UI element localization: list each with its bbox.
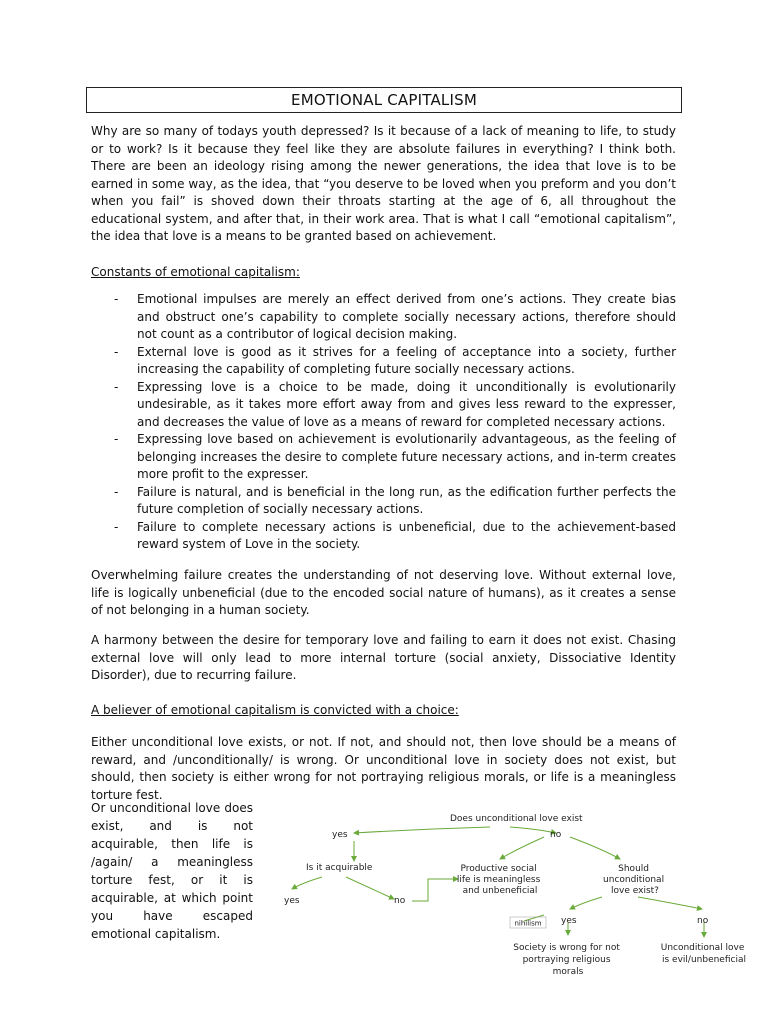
list-item: - Expressing love is a choice to be made, doing it unconditionally is evolutionarily undesirable, as it takes more effort away from and gives less reward to the expresser, and decreases the value of love as a means of reward for completed necessary actions. [91, 379, 676, 432]
side-paragraph: Or unconditional love does exist, and is not acquirable, then life is /again/ a meaningless torture fest, or it is acquirable, at which point you have escaped emotional capitalism. [91, 801, 253, 941]
page-title: EMOTIONAL CAPITALISM [86, 87, 682, 113]
intro-paragraph: Why are so many of todays youth depressed? Is it because of a lack of meaning to life, to study or to work? Is it because they feel like they are absolute failures in everything? I think both. There are been an ideology rising among the newer generations, the idea that love is to be earned in some way, as the idea, that “you deserve to be loved when you preform and you don’t when you fail” is shoved down their throats starting at the age of 6, all throughout the educational system, and after that, in their work area. That is what I call “emotional capitalism”, the idea that love is a means to be granted based on achievement. [91, 124, 676, 243]
list-item: - Failure is natural, and is beneficial in the long run, as the edification further perfects the future completion of socially necessary actions. [91, 484, 676, 519]
diagram-yes-1: yes [332, 830, 348, 840]
either-paragraph: Either unconditional love exists, or not. If not, and should not, then love should be a means of reward, and /unconditionally/ is wrong. Or unconditional love in society does not exist, but should, then society is either wrong for not portraying religious morals, or life is a meaningless torture fest. [91, 735, 676, 802]
diagram-root: Does unconditional love exist [450, 814, 583, 824]
diagram-no-2: no [394, 896, 406, 906]
constants-heading: Constants of emotional capitalism: [91, 265, 300, 279]
list-item: - Expressing love based on achievement is evolutionarily advantageous, as the feeling of belonging increases the desire to complete future necessary actions, and in-term creates more profit to the expresser. [91, 431, 676, 484]
diagram-nihilism: nihilism [514, 919, 542, 928]
failure-paragraph: Overwhelming failure creates the understanding of not deserving love. Without external love, life is logically unbeneficial (due to the encoded social nature of humans), as it creates a sense of not belonging in a human society. [91, 568, 676, 617]
diagram-acquirable: Is it acquirable [306, 863, 373, 873]
diagram-no-3: no [697, 916, 709, 926]
diagram-yes-2: yes [284, 896, 300, 906]
list-item: - Emotional impulses are merely an effect derived from one’s actions. They create bias and obstruct one’s capability to complete socially necessary actions, therefore should not count as a contributor of logical decision making. [91, 291, 676, 344]
choice-heading: A believer of emotional capitalism is convicted with a choice: [91, 703, 459, 717]
diagram-should: Should unconditional love exist? [603, 864, 665, 896]
list-item: - Failure to complete necessary actions is unbeneficial, due to the achievement-based reward system of Love in the society. [91, 519, 676, 554]
diagram-yes-3: yes [561, 916, 577, 926]
diagram-evil: Unconditional love is evil/unbeneficial [660, 943, 746, 965]
list-item: - External love is good as it strives for a feeling of acceptance into a society, further increasing the capability of completing future socially necessary actions. [91, 344, 676, 379]
diagram-no-1: no [550, 830, 562, 840]
diagram-society-wrong: Society is wrong for not portraying religious morals [513, 943, 620, 977]
diagram-productive: Productive social life is meaningless and unbeneficial [456, 864, 541, 896]
harmony-paragraph: A harmony between the desire for temporary love and failing to earn it does not exist. Chasing external love will only lead to more internal torture (social anxiety, Dissociative Identity Disorder), due to recurring failure. [91, 633, 676, 682]
decision-diagram [262, 797, 768, 997]
constants-list [91, 291, 676, 554]
